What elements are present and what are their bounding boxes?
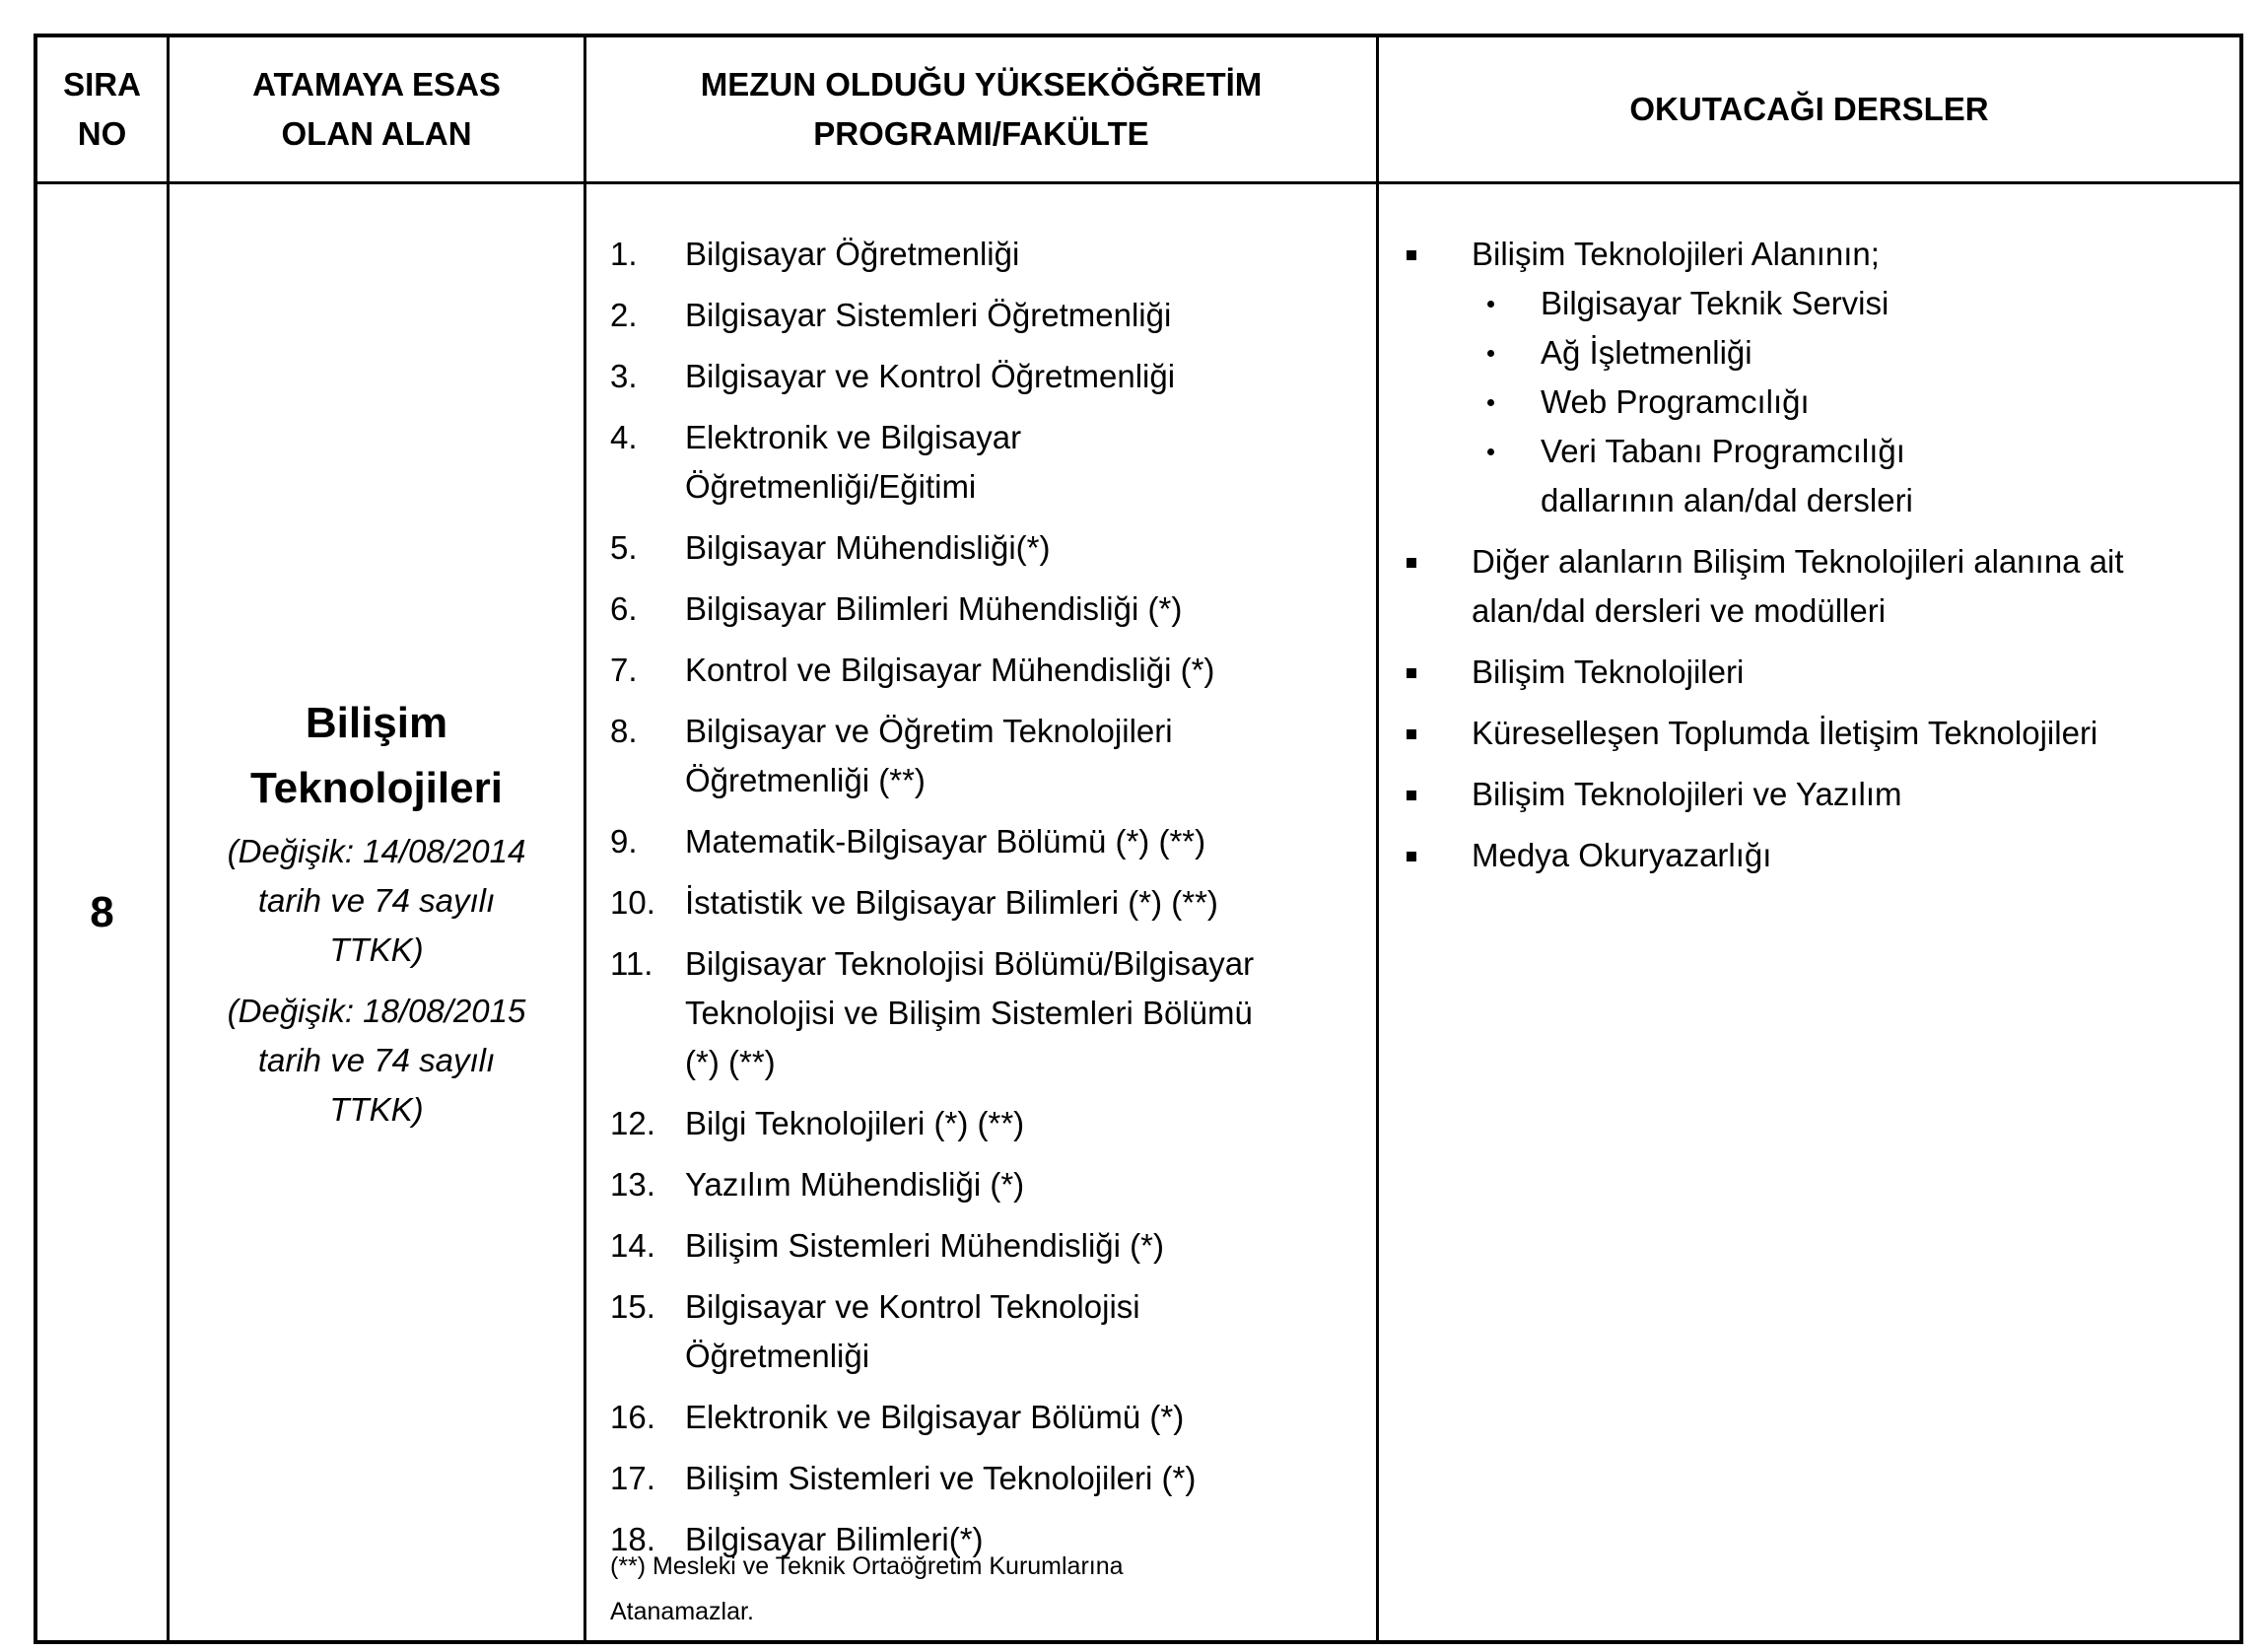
- square-bullet-icon: [1403, 537, 1472, 636]
- alan-title-line: Bilişim: [305, 698, 448, 747]
- square-bullet-icon: [1403, 709, 1472, 758]
- dersler-cell: [1379, 184, 2239, 1640]
- list-item: [610, 707, 1366, 805]
- program-line: Bilgisayar ve Kontrol Teknolojisi: [685, 1288, 1140, 1325]
- program-number: 10.: [610, 884, 655, 921]
- ders-text: [1472, 537, 2224, 636]
- sub-list-item: [1472, 378, 2224, 427]
- program-line: Elektronik ve Bilgisayar: [685, 419, 1022, 455]
- header-line: NO: [77, 115, 127, 152]
- program-name: [685, 817, 1366, 866]
- list-item: [610, 523, 1366, 573]
- amendment-line: (Değişik: 14/08/2014: [227, 832, 526, 869]
- header-sira-no: [37, 37, 167, 181]
- sub-item-text: Ağ İşletmenliği: [1541, 334, 1752, 371]
- program-number: 4.: [610, 419, 638, 455]
- footnote-line: (**) Mesleki ve Teknik Ortaöğretim Kurumlarına: [610, 1552, 1124, 1580]
- header-line: SIRA: [63, 66, 141, 103]
- program-line: Bilişim Sistemleri Mühendisliği (*): [685, 1227, 1164, 1264]
- program-number: 18.: [610, 1521, 655, 1557]
- program-line: Öğretmenliği/Eğitimi: [685, 468, 977, 505]
- dot-bullet-icon: [1472, 279, 1541, 328]
- amendment-note: [228, 827, 526, 975]
- alan-title-line: Teknolojileri: [250, 763, 503, 812]
- sira-no-cell: [37, 184, 167, 1640]
- program-line: Yazılım Mühendisliği (*): [685, 1166, 1025, 1203]
- ders-line: Bilişim Teknolojileri: [1472, 654, 1745, 690]
- program-name: [685, 646, 1366, 695]
- list-item: [610, 646, 1366, 695]
- header-line: OKUTACAĞI DERSLER: [1629, 91, 1989, 127]
- list-item: [610, 291, 1366, 340]
- list-item: [610, 1160, 1366, 1209]
- program-name: [685, 230, 1366, 279]
- dot-bullet-icon: [1472, 378, 1541, 427]
- list-item: [610, 352, 1366, 401]
- sub-item-text: Web Programcılığı: [1541, 383, 1810, 420]
- header-dersler: [1379, 37, 2239, 181]
- program-number: 16.: [610, 1399, 655, 1435]
- program-line: Teknolojisi ve Bilişim Sistemleri Bölümü: [685, 995, 1253, 1031]
- program-line: Bilgisayar Mühendisliği(*): [685, 529, 1051, 566]
- program-number: 15.: [610, 1288, 655, 1325]
- list-item: [1403, 230, 2224, 525]
- program-number: 1.: [610, 236, 638, 272]
- program-name: [685, 878, 1366, 928]
- dot-bullet-icon: [1472, 328, 1541, 378]
- sub-list-item: [1472, 328, 2224, 378]
- list-item: [610, 585, 1366, 634]
- ders-text: [1472, 709, 2224, 758]
- header-line: PROGRAMI/FAKÜLTE: [813, 115, 1149, 152]
- program-line: Bilgisayar ve Kontrol Öğretmenliği: [685, 358, 1176, 394]
- header-program: [586, 37, 1376, 181]
- header-line: ATAMAYA ESAS: [252, 66, 501, 103]
- program-name: [685, 523, 1366, 573]
- amendment-line: tarih ve 74 sayılı: [257, 881, 496, 919]
- sub-list-item: [1472, 427, 2224, 476]
- ders-text: Bilişim Teknolojileri Alanının;: [1472, 236, 1880, 272]
- program-line: İstatistik ve Bilgisayar Bilimleri (*) (**): [685, 884, 1218, 921]
- program-number: 11.: [610, 945, 653, 982]
- sub-list: [1472, 279, 2224, 476]
- program-number: 2.: [610, 297, 638, 333]
- footnote: [610, 1544, 1280, 1634]
- program-line: Bilgisayar Teknolojisi Bölümü/Bilgisayar: [685, 945, 1255, 982]
- program-name: [685, 1099, 1366, 1148]
- program-name: [685, 1454, 1366, 1503]
- square-bullet-icon: [1403, 230, 1472, 525]
- program-name: [685, 1221, 1366, 1271]
- square-bullet-icon: [1403, 831, 1472, 880]
- program-line: Öğretmenliği: [685, 1338, 870, 1374]
- ders-text: [1472, 831, 2224, 880]
- ders-line: Bilişim Teknolojileri ve Yazılım: [1472, 776, 1902, 812]
- dersler-list: [1403, 230, 2224, 892]
- list-item: [1403, 537, 2224, 636]
- ders-line: alan/dal dersleri ve modülleri: [1472, 592, 1887, 629]
- program-name: [685, 1282, 1366, 1381]
- list-item: [610, 1454, 1366, 1503]
- program-number: 3.: [610, 358, 638, 394]
- amendment-note: [228, 987, 526, 1135]
- program-line: Öğretmenliği (**): [685, 762, 926, 798]
- program-list: [610, 230, 1366, 1576]
- program-number: 17.: [610, 1460, 655, 1496]
- program-number: 9.: [610, 823, 638, 860]
- sub-item-text: Bilgisayar Teknik Servisi: [1541, 285, 1889, 321]
- list-item: [1403, 709, 2224, 758]
- program-line: Bilgisayar ve Öğretim Teknolojileri: [685, 713, 1173, 749]
- header-alan: [170, 37, 584, 181]
- program-line: Elektronik ve Bilgisayar Bölümü (*): [685, 1399, 1185, 1435]
- list-item: [610, 939, 1366, 1087]
- program-line: Bilgisayar Bilimleri(*): [685, 1521, 984, 1557]
- ders-text: [1472, 648, 2224, 697]
- program-line: Kontrol ve Bilgisayar Mühendisliği (*): [685, 652, 1215, 688]
- amendment-line: TTKK): [329, 1090, 424, 1128]
- list-item: [610, 1393, 1366, 1442]
- list-item: [610, 878, 1366, 928]
- list-item: [610, 1282, 1366, 1381]
- program-number: 12.: [610, 1105, 655, 1141]
- sub-list-item: [1472, 279, 2224, 328]
- program-number: 5.: [610, 529, 638, 566]
- program-line: Bilgi Teknolojileri (*) (**): [685, 1105, 1025, 1141]
- alan-cell: [170, 184, 584, 1640]
- list-item: [610, 230, 1366, 279]
- header-line: MEZUN OLDUĞU YÜKSEKÖĞRETİM: [700, 66, 1263, 103]
- program-name: [685, 1393, 1366, 1442]
- ders-text: [1472, 770, 2224, 819]
- program-name: [685, 1160, 1366, 1209]
- program-number: 6.: [610, 590, 638, 627]
- program-number: 7.: [610, 652, 638, 688]
- header-line: OLAN ALAN: [281, 115, 472, 152]
- program-name: [685, 291, 1366, 340]
- list-item: [1403, 770, 2224, 819]
- list-item: [610, 1221, 1366, 1271]
- program-name: [685, 585, 1366, 634]
- amendment-line: (Değişik: 18/08/2015: [227, 992, 526, 1029]
- list-item: [610, 1099, 1366, 1148]
- program-number: 14.: [610, 1227, 655, 1264]
- program-name: [685, 939, 1366, 1087]
- list-item: [610, 817, 1366, 866]
- program-line: Bilgisayar Bilimleri Mühendisliği (*): [685, 590, 1183, 627]
- amendment-line: tarih ve 74 sayılı: [257, 1041, 496, 1078]
- program-line: Matematik-Bilgisayar Bölümü (*) (**): [685, 823, 1206, 860]
- program-line: Bilgisayar Öğretmenliği: [685, 236, 1020, 272]
- program-number: 8.: [610, 713, 638, 749]
- program-name: [685, 352, 1366, 401]
- list-item: [610, 413, 1366, 512]
- alan-title: [250, 691, 503, 821]
- program-number: 13.: [610, 1166, 655, 1203]
- appointment-table: [34, 34, 2243, 1644]
- list-item: [1403, 648, 2224, 697]
- amendment-line: TTKK): [329, 930, 424, 968]
- footnote-line: Atanamazlar.: [610, 1598, 754, 1625]
- dot-bullet-icon: [1472, 427, 1541, 476]
- ders-line: Diğer alanların Bilişim Teknolojileri alanına ait: [1472, 543, 2124, 580]
- program-line: (*) (**): [685, 1044, 776, 1080]
- sira-no-value: 8: [90, 887, 114, 936]
- program-name: [685, 707, 1366, 805]
- program-cell: [586, 184, 1376, 1640]
- sub-list-tail: dallarının alan/dal dersleri: [1541, 482, 1913, 518]
- program-line: Bilgisayar Sistemleri Öğretmenliği: [685, 297, 1172, 333]
- square-bullet-icon: [1403, 770, 1472, 819]
- sub-item-text: Veri Tabanı Programcılığı: [1541, 433, 1905, 469]
- ders-line: Medya Okuryazarlığı: [1472, 837, 1772, 873]
- program-name: [685, 413, 1366, 512]
- list-item: [1403, 831, 2224, 880]
- ders-line: Küreselleşen Toplumda İletişim Teknolojileri: [1472, 715, 2098, 751]
- square-bullet-icon: [1403, 648, 1472, 697]
- program-line: Bilişim Sistemleri ve Teknolojileri (*): [685, 1460, 1197, 1496]
